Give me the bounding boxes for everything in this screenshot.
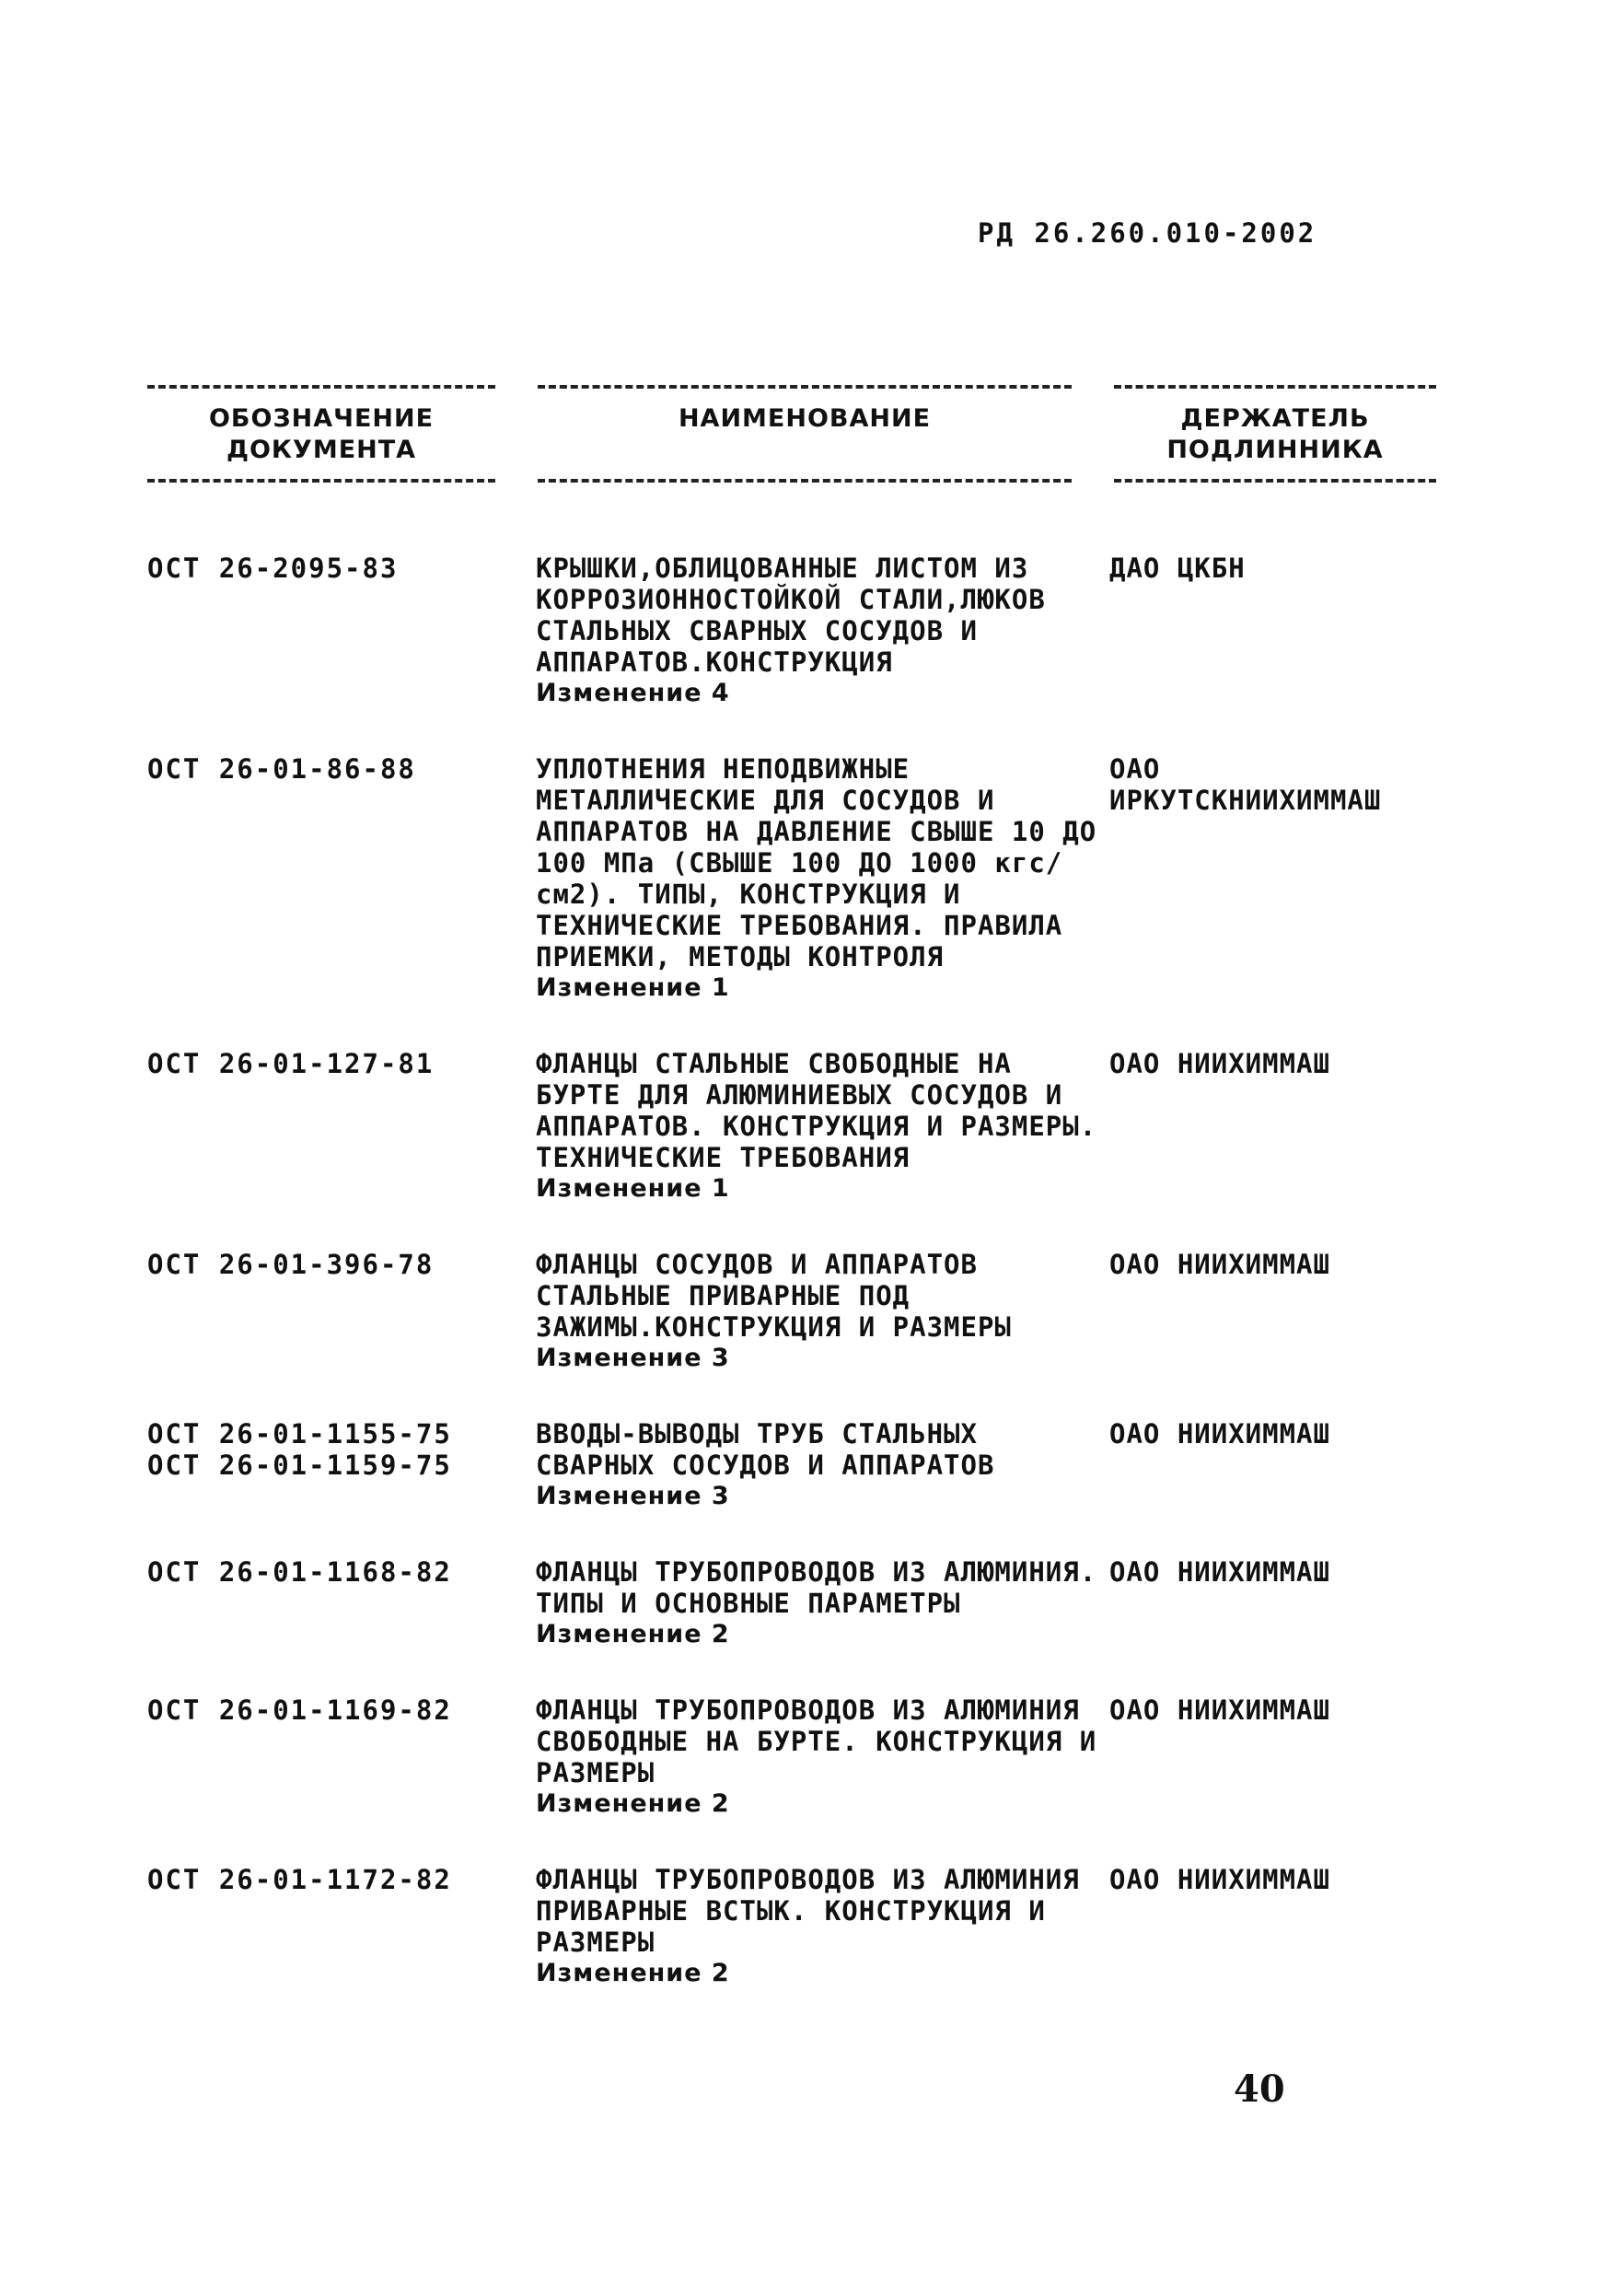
original-holder: ОАО НИИХИММАШ (1109, 1864, 1330, 1895)
document-change: Изменение 1 (536, 973, 730, 1002)
document-name (536, 1864, 1107, 1989)
document-title: ФЛАНЦЫ ТРУБОПРОВОДОВ ИЗ АЛЮМИНИЯ. ТИПЫ И ОСНОВНЫЕ ПАРАМЕТРЫ (536, 1556, 1097, 1619)
original-holder: ОАО ИРКУТСКНИИХИММАШ (1109, 753, 1382, 816)
document-name (536, 1556, 1107, 1650)
document-list (0, 553, 1624, 2033)
document-title: ФЛАНЦЫ СТАЛЬНЫЕ СВОБОДНЫЕ НА БУРТЕ ДЛЯ АЛЮМИНИЕВЫХ СОСУДОВ И АППАРАТОВ. КОНСТРУКЦИЯ И РАЗМЕРЫ. ТЕХНИЧЕСКИЕ ТРЕБОВАНИЯ (536, 1048, 1097, 1173)
header-rule-top-col1 (147, 385, 495, 389)
table-row (0, 753, 1624, 1004)
table-row (0, 1418, 1624, 1512)
document-change: Изменение 2 (536, 1789, 730, 1818)
document-name (536, 1418, 1107, 1512)
header-rule-top-col2 (538, 385, 1072, 389)
document-name (536, 1694, 1107, 1820)
table-row (0, 1556, 1624, 1650)
original-holder: ОАО НИИХИММАШ (1109, 1249, 1330, 1280)
original-holder: ОАО НИИХИММАШ (1109, 1694, 1330, 1726)
table-row (0, 1864, 1624, 1989)
document-change: Изменение 2 (536, 1620, 730, 1648)
document-change: Изменение 4 (536, 679, 730, 707)
table-row (0, 1694, 1624, 1820)
header-rule-bottom-col1 (147, 479, 495, 483)
document-change: Изменение 1 (536, 1174, 730, 1203)
original-holder: ОАО НИИХИММАШ (1109, 1048, 1330, 1079)
column-header-holder: ДЕРЖАТЕЛЬ ПОДЛИННИКА (1166, 404, 1384, 464)
header-rule-bottom-col3 (1114, 479, 1436, 483)
document-designation: ОСТ 26-01-1172-82 (147, 1864, 452, 1895)
document-title: ФЛАНЦЫ ТРУБОПРОВОДОВ ИЗ АЛЮМИНИЯ ПРИВАРНЫЕ ВСТЫК. КОНСТРУКЦИЯ И РАЗМЕРЫ (536, 1864, 1080, 1958)
original-holder: ДАО ЦКБН (1109, 553, 1246, 584)
document-title: УПЛОТНЕНИЯ НЕПОДВИЖНЫЕ МЕТАЛЛИЧЕСКИЕ ДЛЯ СОСУДОВ И АППАРАТОВ НА ДАВЛЕНИЕ СВЫШЕ 10 ДО 100 МПа (СВЫШЕ 100 ДО 1000 кгс/см2). ТИПЫ, КОНСТРУКЦИЯ И ТЕХНИЧЕСКИЕ ТРЕБОВАНИЯ. ПРАВИЛА ПРИЕМКИ, МЕТОДЫ КОНТРОЛЯ (536, 753, 1097, 972)
header-rule-top-col3 (1114, 385, 1436, 389)
table-row (0, 1249, 1624, 1374)
document-title: КРЫШКИ,ОБЛИЦОВАННЫЕ ЛИСТОМ ИЗ КОРРОЗИОННОСТОЙКОЙ СТАЛИ,ЛЮКОВ СТАЛЬНЫХ СВАРНЫХ СОСУДОВ И АППАРАТОВ.КОНСТРУКЦИЯ (536, 553, 1046, 678)
document-designation: ОСТ 26-01-127-81 (147, 1048, 435, 1079)
document-change: Изменение 2 (536, 1959, 730, 1987)
document-designation: ОСТ 26-2095-83 (147, 553, 399, 584)
document-name (536, 1048, 1107, 1205)
original-holder: ОАО НИИХИММАШ (1109, 1418, 1330, 1450)
page-number: 40 (1234, 2067, 1285, 2111)
document-name (536, 1249, 1107, 1374)
column-header-designation: ОБОЗНАЧЕНИЕ ДОКУМЕНТА (208, 404, 435, 464)
original-holder: ОАО НИИХИММАШ (1109, 1556, 1330, 1588)
document-designation: ОСТ 26-01-1168-82 (147, 1556, 452, 1588)
header-rule-bottom-col2 (538, 479, 1072, 483)
document-name (536, 753, 1107, 1004)
document-title: ВВОДЫ-ВЫВОДЫ ТРУБ СТАЛЬНЫХ СВАРНЫХ СОСУДОВ И АППАРАТОВ (536, 1418, 995, 1481)
document-designation: ОСТ 26-01-396-78 (147, 1249, 435, 1280)
document-title: ФЛАНЦЫ СОСУДОВ И АППАРАТОВ СТАЛЬНЫЕ ПРИВАРНЫЕ ПОД ЗАЖИМЫ.КОНСТРУКЦИЯ И РАЗМЕРЫ (536, 1249, 1012, 1343)
table-row (0, 553, 1624, 709)
document-designation: ОСТ 26-01-86-88 (147, 753, 416, 785)
document-change: Изменение 3 (536, 1344, 730, 1372)
document-designation: ОСТ 26-01-1155-75 ОСТ 26-01-1159-75 (147, 1418, 452, 1481)
column-header-name: НАИМЕНОВАНИЕ (678, 404, 932, 433)
document-designation: ОСТ 26-01-1169-82 (147, 1694, 452, 1726)
table-row (0, 1048, 1624, 1205)
document-name (536, 553, 1107, 709)
document-code: РД 26.260.010-2002 (978, 217, 1317, 249)
document-title: ФЛАНЦЫ ТРУБОПРОВОДОВ ИЗ АЛЮМИНИЯ СВОБОДНЫЕ НА БУРТЕ. КОНСТРУКЦИЯ И РАЗМЕРЫ (536, 1694, 1097, 1788)
document-change: Изменение 3 (536, 1482, 730, 1510)
